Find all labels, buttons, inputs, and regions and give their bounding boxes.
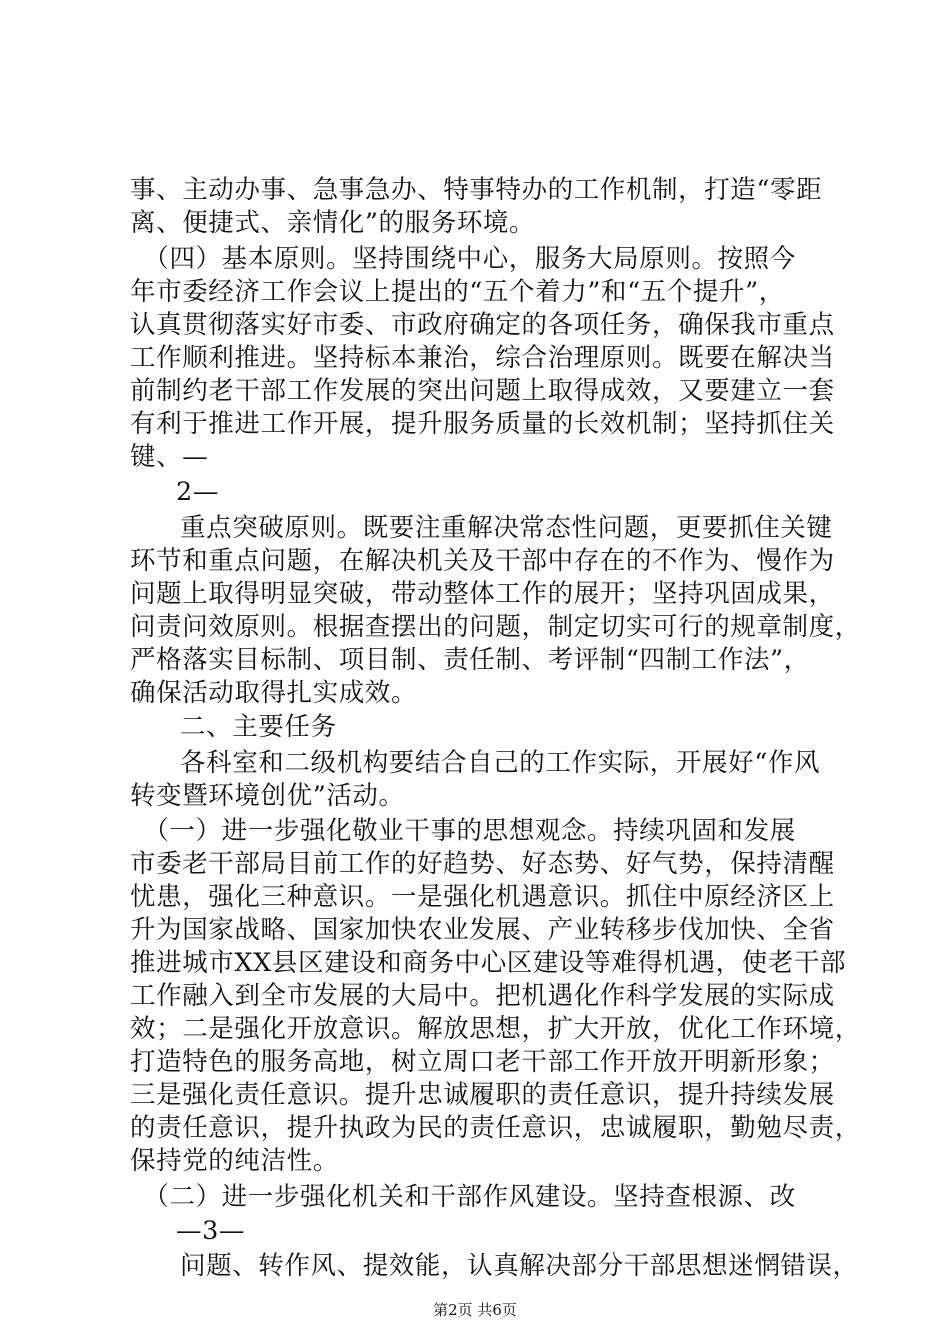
paragraph-line: 市委老干部局目前工作的好趋势、好态势、好气势，保持清醒: [130, 849, 835, 879]
paragraph-line: 确保活动取得扎实成效。: [130, 678, 418, 708]
paragraph-line: 忧患，强化三种意识。一是强化机遇意识。抓住中原经济区上: [130, 882, 835, 912]
paragraph-line: 有利于推进工作开展，提升服务质量的长效机制；坚持抓住关: [130, 409, 835, 439]
paragraph-line: 认真贯彻落实好市委、市政府确定的各项任务，确保我市重点: [130, 310, 835, 340]
paragraph-line: 转变暨环境创优”活动。: [130, 781, 405, 811]
paragraph-line: 打造特色的服务高地，树立周口老干部工作开放开明新形象；: [130, 1047, 835, 1077]
paragraph-line: 问责问效原则。根据查摆出的问题，制定切实可行的规章制度，: [130, 612, 861, 642]
paragraph-line: 离、便捷式、亲情化”的服务环境。: [130, 208, 536, 238]
paragraph-line: （一）进一步强化敬业干事的思想观念。持续巩固和发展: [130, 816, 796, 846]
paragraph-line: 前制约老干部工作发展的突出问题上取得成效，又要建立一套: [130, 376, 835, 406]
page-footer: 第2页 共6页: [433, 1301, 517, 1319]
paragraph-line: 问题、转作风、提效能，认真解决部分干部思想迷惘错误，: [180, 1251, 859, 1281]
paragraph-line: 效；二是强化开放意识。解放思想，扩大开放，优化工作环境，: [130, 1014, 861, 1044]
paragraph-line: 事、主动办事、急事急办、特事特办的工作机制，打造“零距: [130, 175, 823, 205]
paragraph-line: 三是强化责任意识。提升忠诚履职的责任意识，提升持续发展: [130, 1080, 835, 1110]
paragraph-line: 重点突破原则。既要注重解决常态性问题，更要抓住关键: [180, 513, 833, 543]
paragraph-line: 问题上取得明显突破，带动整体工作的展开；坚持巩固成果，: [130, 579, 835, 609]
paragraph-line: 环节和重点问题，在解决机关及干部中存在的不作为、慢作为: [130, 546, 835, 576]
paragraph-line: （四）基本原则。坚持围绕中心，服务大局原则。按照今: [130, 244, 796, 274]
paragraph-line: 键、—: [130, 442, 209, 472]
paragraph-line: 各科室和二级机构要结合自己的工作实际，开展好“作风: [180, 748, 821, 778]
section-heading: 二、主要任务: [180, 712, 337, 742]
paragraph-line: 保持党的纯洁性。: [130, 1146, 339, 1176]
paragraph-line: 工作融入到全市发展的大局中。把机遇化作科学发展的实际成: [130, 981, 835, 1011]
paragraph-line: （二）进一步强化机关和干部作风建设。坚持查根源、改: [130, 1182, 796, 1212]
paragraph-line: 升为国家战略、国家加快农业发展、产业转移步伐加快、全省: [130, 915, 835, 945]
paragraph-line: 严格落实目标制、项目制、责任制、考评制“四制工作法”，: [130, 645, 810, 675]
page-marker: —3—: [176, 1216, 246, 1246]
page-marker: 2—: [176, 477, 219, 507]
paragraph-line: 推进城市XX县区建设和商务中心区建设等难得机遇，使老干部: [130, 948, 847, 978]
paragraph-line: 工作顺利推进。坚持标本兼治，综合治理原则。既要在解决当: [130, 343, 835, 373]
paragraph-line: 年市委经济工作会议上提出的“五个着力”和“五个提升”，: [130, 277, 785, 307]
paragraph-line: 的责任意识，提升执政为民的责任意识，忠诚履职，勤勉尽责，: [130, 1113, 861, 1143]
